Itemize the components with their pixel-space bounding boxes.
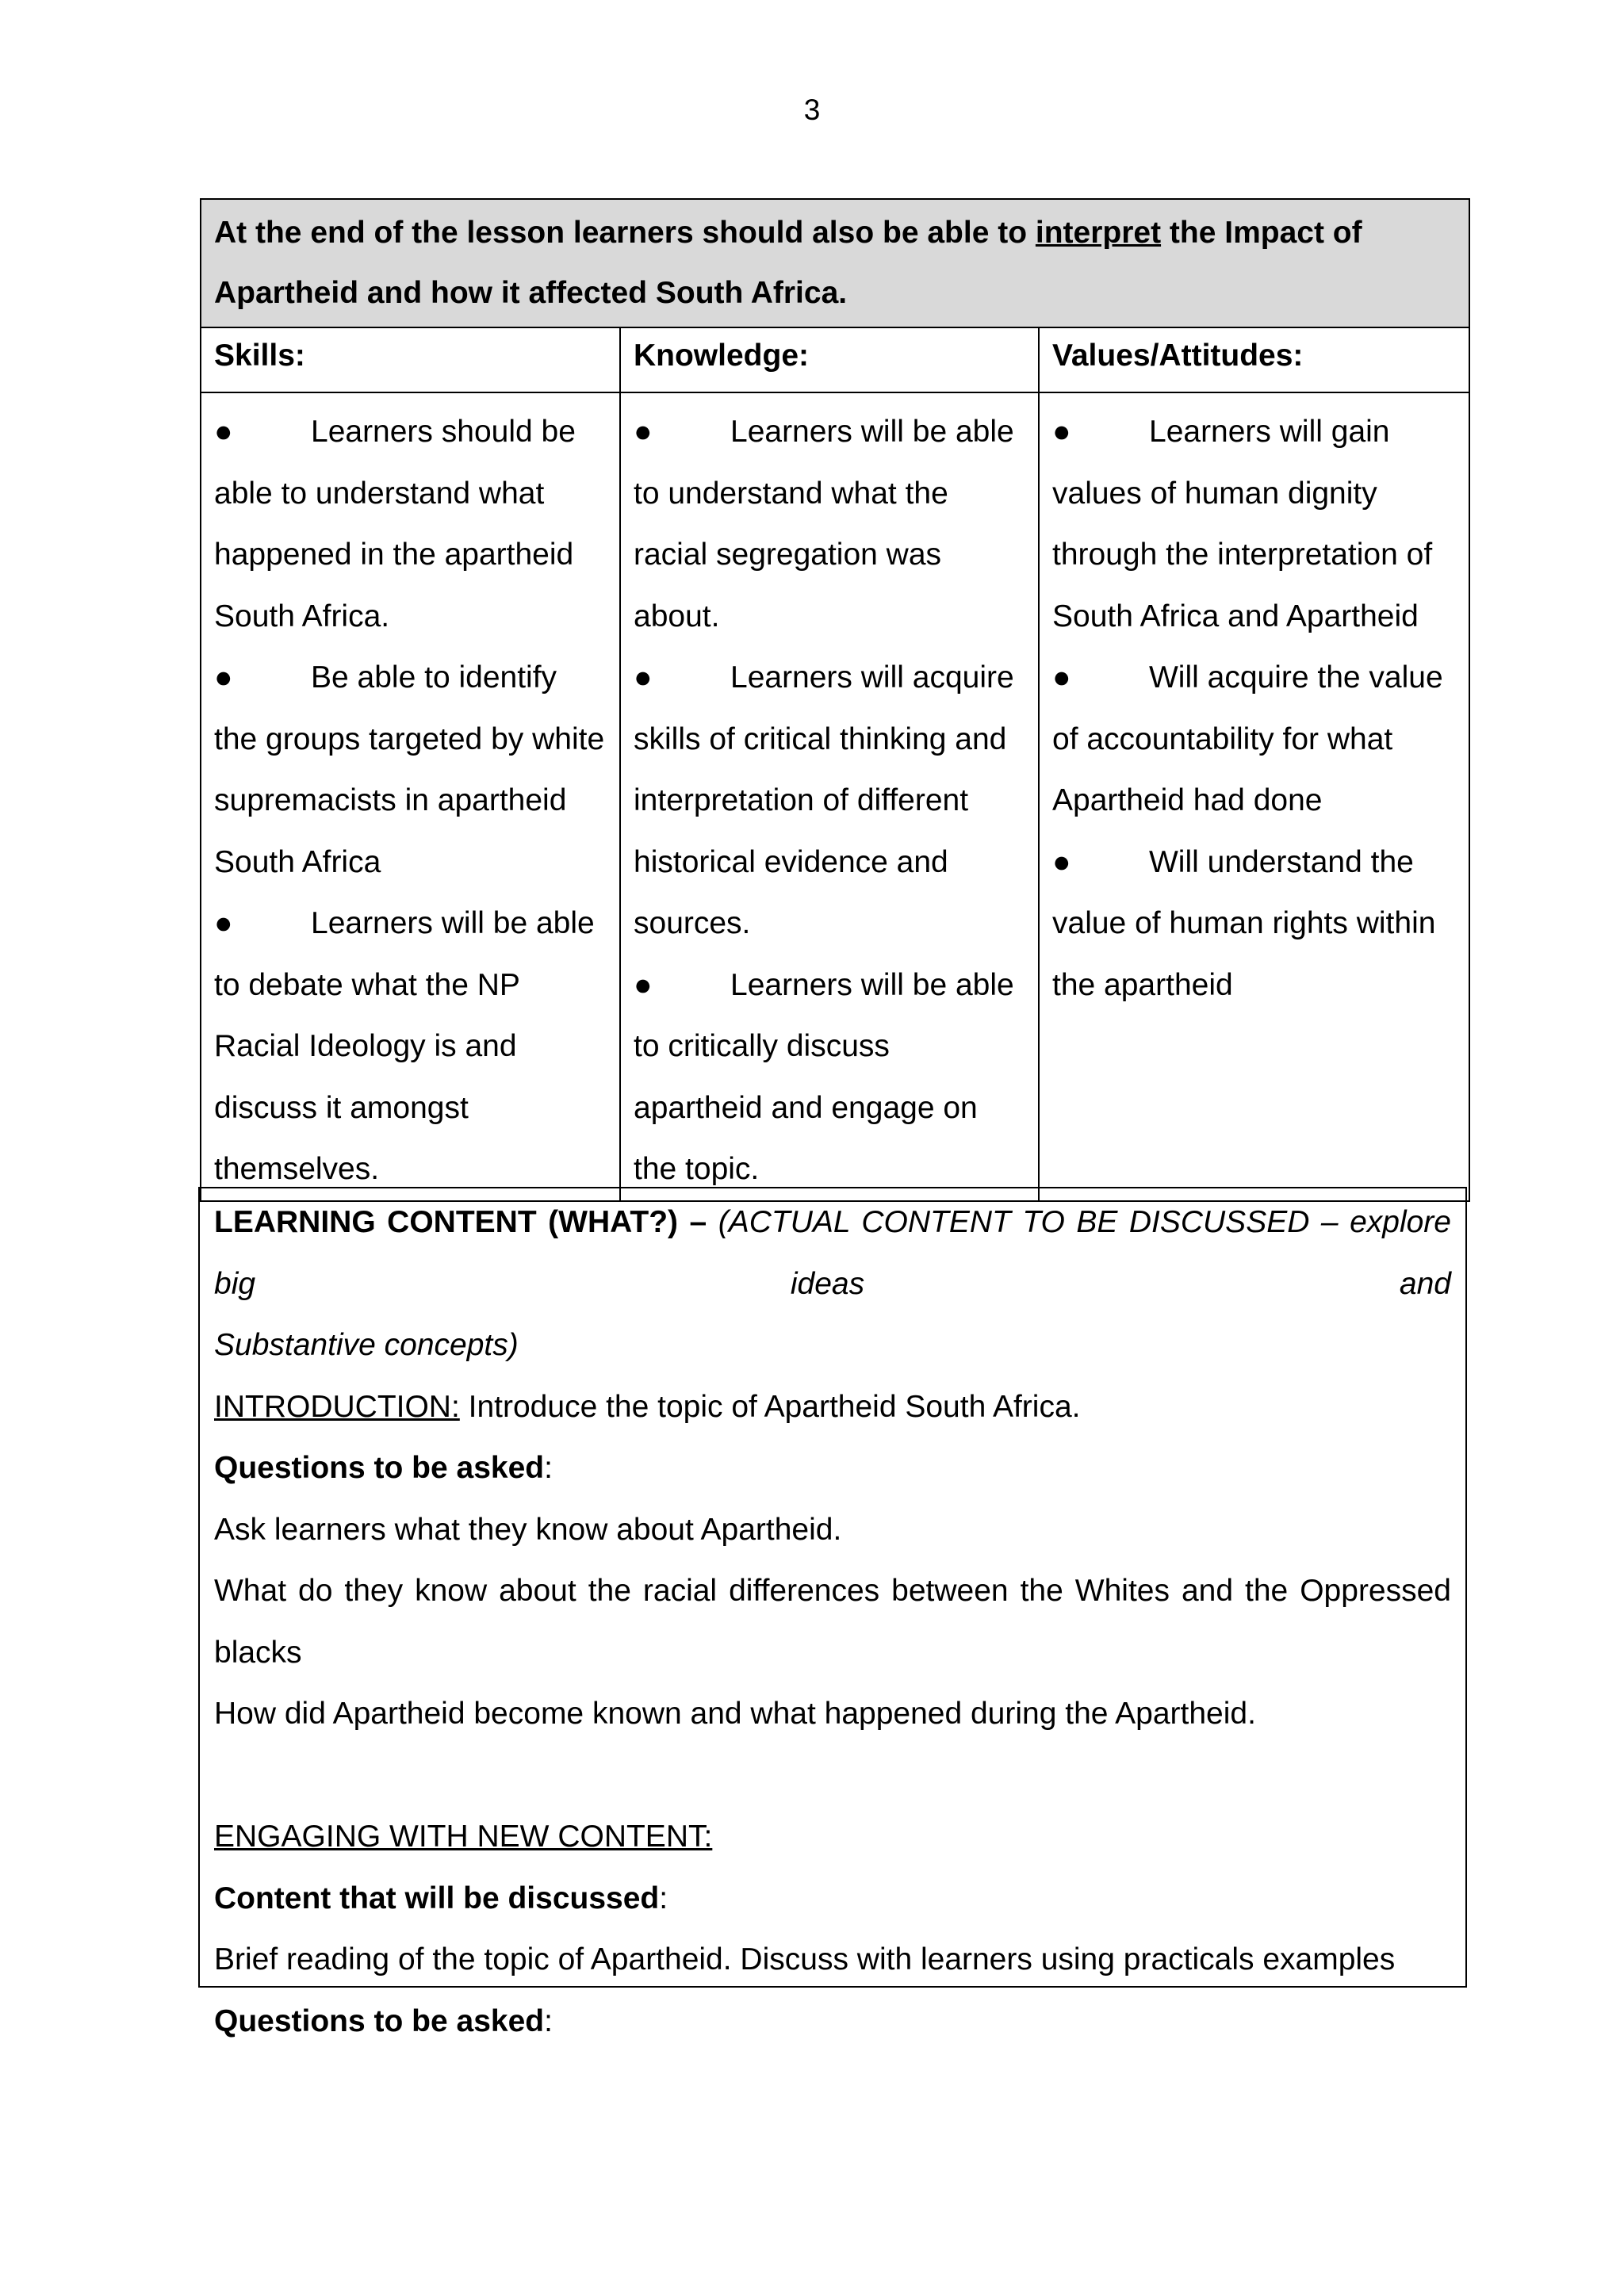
list-item [634, 955, 1025, 1200]
values-column-title: Values/Attitudes: [1039, 327, 1469, 392]
skills-cell [201, 392, 620, 1201]
content-label: Content that will be discussed [214, 1881, 660, 1915]
list-item [1052, 647, 1456, 832]
learning-content-title: LEARNING CONTENT (WHAT?) – [214, 1205, 718, 1239]
colon: : [544, 2003, 553, 2038]
questions-heading-2 [214, 1991, 1451, 2053]
list-item [1052, 832, 1456, 1016]
intro-question-1: Ask learners what they know about Apartheid. [214, 1512, 842, 1547]
page-number: 3 [803, 94, 821, 126]
knowledge-item-1: Learners will be able to understand what the racial segregation was about. [634, 415, 1014, 633]
knowledge-item-2: Learners will acquire skills of critical thinking and interpretation of different historical evidence and sources. [634, 660, 1014, 940]
values-item-3: Will understand the value of human rights within the apartheid [1052, 844, 1436, 1002]
blank-line [214, 1745, 1451, 1807]
bullet-icon: ● [1052, 415, 1071, 449]
questions-heading [214, 1437, 1451, 1499]
bullet-icon: ● [1052, 660, 1071, 695]
skills-item-2: Be able to identify the groups targeted by white supremacists in apartheid South Africa [214, 660, 605, 879]
bullet-icon: ● [214, 415, 233, 449]
learning-content-heading [214, 1192, 1451, 1314]
introduction-label: INTRODUCTION: [214, 1389, 460, 1424]
objectives-header-prefix: At the end of the lesson learners should also be able to [214, 216, 1036, 250]
list-item [1052, 401, 1456, 647]
content-text: Brief reading of the topic of Apartheid. Discuss with learners using practicals examples [214, 1942, 1396, 1976]
content-heading [214, 1868, 1451, 1930]
objectives-header [201, 199, 1469, 327]
list-item [634, 401, 1025, 647]
list-item [214, 647, 607, 893]
questions-label-2: Questions to be asked [214, 2003, 545, 2038]
skills-item-1: Learners should be able to understand what happened in the apartheid South Africa. [214, 415, 576, 633]
list-item [214, 401, 607, 647]
learning-content-subtitle-cont: Substantive concepts) [214, 1328, 519, 1362]
learning-content-subtitle: (ACTUAL CONTENT TO BE DISCUSSED – explore big ideas and [214, 1205, 1451, 1301]
list-item [634, 647, 1025, 955]
skills-item-3: Learners will be able to debate what the NP Racial Ideology is and discuss it amongst themselves. [214, 906, 595, 1186]
bullet-icon: ● [634, 967, 653, 1002]
intro-question-3: How did Apartheid become known and what happened during the Apartheid. [214, 1697, 1256, 1731]
knowledge-cell [620, 392, 1039, 1201]
introduction-line [214, 1376, 1451, 1438]
knowledge-column-title: Knowledge: [620, 327, 1039, 392]
values-cell [1039, 392, 1469, 1201]
knowledge-item-3: Learners will be able to critically discuss apartheid and engage on the topic. [634, 967, 1014, 1186]
objectives-table [200, 198, 1470, 1202]
skills-column-title: Skills: [201, 327, 620, 392]
introduction-text: Introduce the topic of Apartheid South Africa. [459, 1389, 1081, 1424]
intro-question-2-cont: blacks [214, 1635, 302, 1670]
questions-label: Questions to be asked [214, 1451, 545, 1485]
learning-content-box [198, 1187, 1467, 2038]
engaging-label: ENGAGING WITH NEW CONTENT: [214, 1820, 713, 1854]
objectives-header-keyword: interpret [1035, 216, 1162, 250]
objectives-header-suffix: the Impact of Apartheid and how it affected South Africa. [214, 216, 1362, 310]
colon: : [659, 1881, 668, 1915]
bullet-icon: ● [634, 660, 653, 695]
bullet-icon: ● [1052, 844, 1071, 879]
bullet-icon: ● [214, 906, 233, 940]
values-item-1: Learners will gain values of human dignity through the interpretation of South Africa and Apartheid [1052, 415, 1433, 633]
bullet-icon: ● [214, 660, 233, 695]
list-item [214, 893, 607, 1200]
bullet-icon: ● [634, 415, 653, 449]
intro-question-2: What do they know about the racial differences between the Whites and the Oppressed [214, 1574, 1451, 1608]
colon: : [544, 1451, 553, 1485]
values-item-2: Will acquire the value of accountability for what Apartheid had done [1052, 660, 1443, 817]
